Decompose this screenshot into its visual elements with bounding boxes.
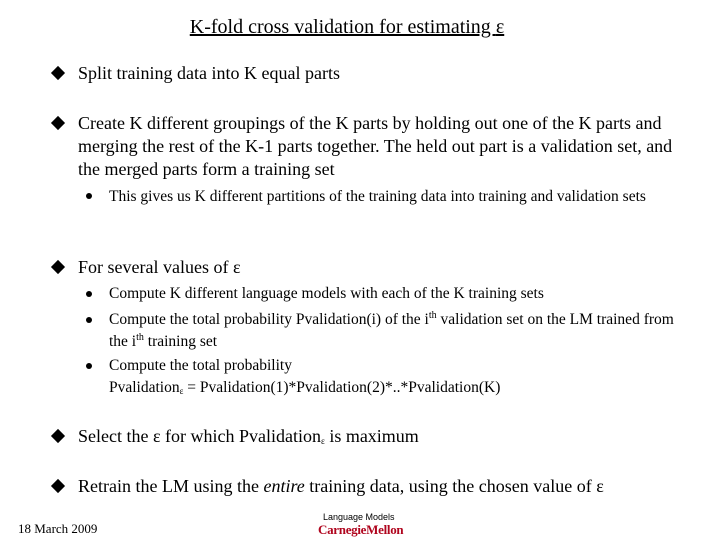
bullet-total-probability: Compute the total probability Pvalidation$_\varepsilon$ = Pvalidation(1)*Pvalidation(2)*..*Pvalidation(K)	[109, 357, 501, 396]
footer-course: Language Models	[323, 512, 395, 522]
dot-bullet-icon	[86, 317, 92, 323]
bullet-partitions: This gives us K different partitions of the training data into training and validation sets	[109, 188, 646, 205]
dot-bullet-icon	[86, 291, 92, 297]
diamond-bullet-icon	[51, 116, 65, 130]
footer-institution-logo: CarnegieMellon	[318, 522, 404, 537]
diamond-bullet-icon	[51, 66, 65, 80]
bullet-compute-models: Compute K different language models with each of the K training sets	[109, 285, 544, 302]
diamond-bullet-icon	[51, 479, 65, 493]
dot-bullet-icon	[86, 363, 92, 369]
bullet-compute-probability: Compute the total probability Pvalidation(i) of the $i^{th}$ validation set on the LM trained from the $i^{th}$ training set	[109, 310, 674, 350]
page-title: K-fold cross validation for estimating ε	[189, 16, 505, 38]
bullet-retrain: Retrain the LM using the entire training data, using the chosen value of ε	[78, 476, 604, 496]
diamond-bullet-icon	[51, 260, 65, 274]
dot-bullet-icon	[86, 193, 92, 199]
bullet-several-values: For several values of ε	[78, 257, 241, 277]
bullet-select-epsilon: Select the ε for which Pvalidation$_\varepsilon$ is maximum	[78, 426, 419, 446]
footer-date: 18 March 2009	[18, 521, 98, 536]
diamond-bullet-icon	[51, 429, 65, 443]
bullet-split: Split training data into K equal parts	[78, 63, 340, 83]
bullet-groupings: Create K different groupings of the K parts by holding out one of the K parts and merging the rest of the K-1 parts together. The held out part is a validation set, and the merged parts form a training set	[78, 113, 673, 179]
